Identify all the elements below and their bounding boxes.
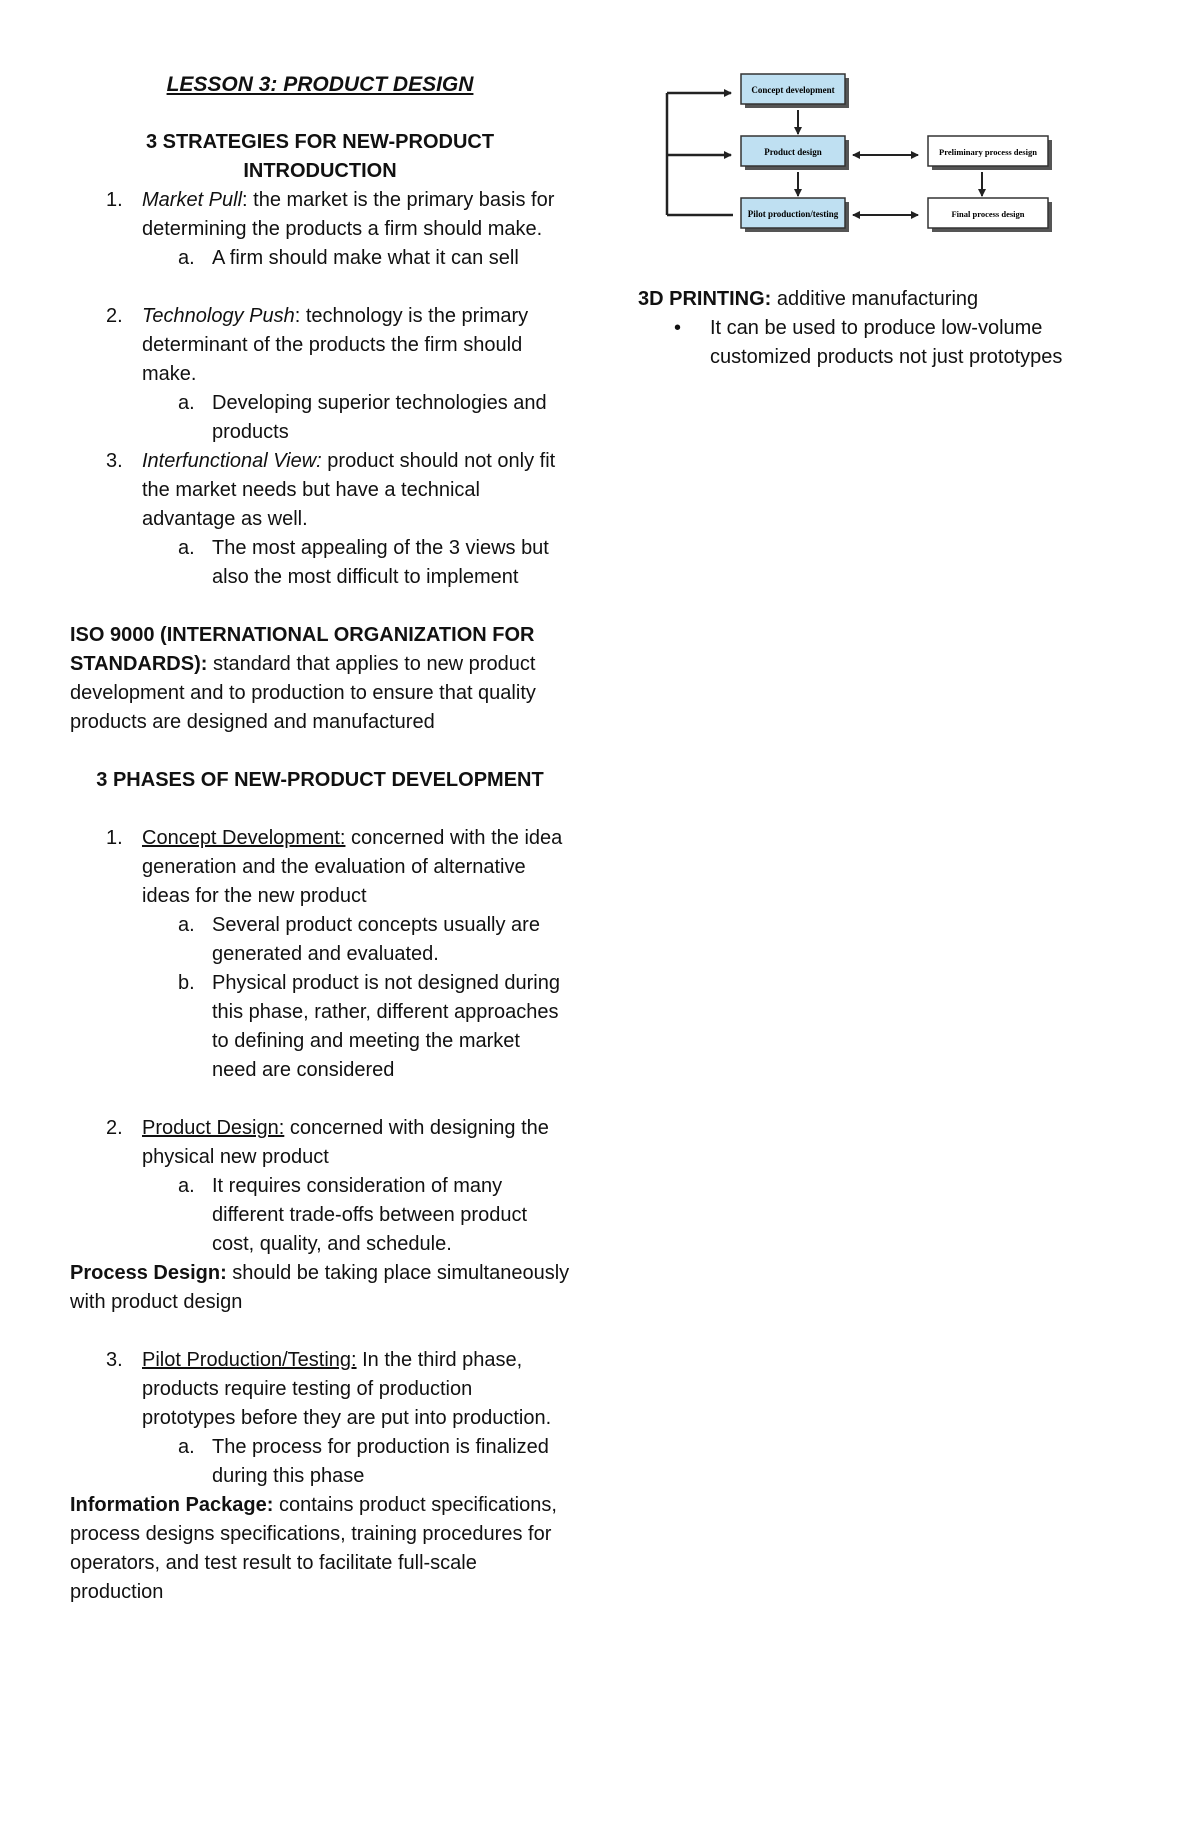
strategy-item-2: [70, 302, 570, 389]
strategy-sub-item: [70, 534, 570, 592]
sub-item-text: The process for production is finalized during this phase: [212, 1436, 549, 1487]
list-letter: a.: [178, 247, 195, 269]
phase-sub-item: [70, 969, 570, 1085]
product-development-flow-diagram: [663, 72, 1103, 247]
info-package-text: contains product specifications, process designs specifications, training procedures for operators, and test result to facilitate full-scale production: [70, 1494, 557, 1603]
list-letter: b.: [178, 972, 195, 994]
box-label: Pilot production/testing: [747, 209, 839, 219]
sub-item-text: Several product concepts usually are generated and evaluated.: [212, 914, 540, 965]
feedback-loop-connector: [667, 93, 733, 215]
right-column: [638, 285, 1138, 372]
phase-item-2: [70, 1114, 570, 1172]
box-label: Product design: [764, 147, 822, 157]
printing-term: 3D PRINTING:: [638, 288, 772, 310]
list-number: 1.: [106, 189, 123, 211]
phase-term: Pilot Production/Testing:: [142, 1349, 357, 1371]
list-number: 2.: [106, 305, 123, 327]
strategy-term: Technology Push: [142, 305, 295, 327]
strategy-term: Interfunctional View:: [142, 450, 322, 472]
box-label: Concept development: [751, 85, 835, 95]
box-final-process-design: [928, 198, 1052, 232]
info-package-term: Information Package:: [70, 1494, 274, 1516]
box-pilot-production: [741, 198, 849, 232]
phase-text: In the third phase, products require testing of production prototypes before they are put into production.: [142, 1349, 552, 1429]
process-design-term: Process Design:: [70, 1262, 227, 1284]
list-number: 3.: [106, 1349, 123, 1371]
list-number: 1.: [106, 827, 123, 849]
box-label: Final process design: [951, 209, 1025, 219]
printing-text: additive manufacturing: [771, 288, 979, 310]
strategy-colon: :: [242, 189, 248, 211]
strategy-colon: :: [294, 305, 301, 327]
sub-item-text: The most appealing of the 3 views but also the most difficult to implement: [212, 537, 549, 588]
strategy-sub-item: [70, 244, 570, 273]
info-package-paragraph: [70, 1491, 570, 1607]
list-letter: a.: [178, 1436, 195, 1458]
phase-text: concerned with designing the physical new product: [142, 1117, 549, 1168]
list-letter: a.: [178, 537, 195, 559]
strategy-text: technology is the primary determinant of the products the firm should make.: [142, 305, 529, 385]
iso-text: standard that applies to new product development and to production to ensure that quality products are designed and manufactured: [70, 653, 536, 733]
strategy-text: product should not only fit the market needs but have a technical advantage as well.: [142, 450, 556, 530]
phase-sub-item: [70, 911, 570, 969]
iso-term: ISO 9000 (INTERNATIONAL ORGANIZATION FOR STANDARDS):: [70, 624, 535, 675]
phase-sub-item: [70, 1172, 570, 1259]
process-design-paragraph: [70, 1259, 570, 1317]
list-letter: a.: [178, 914, 195, 936]
strategy-item-3: [70, 447, 570, 534]
phase-text: concerned with the idea generation and the evaluation of alternative ideas for the new product: [142, 827, 563, 907]
sub-item-text: A firm should make what it can sell: [212, 247, 519, 269]
phase-term: Concept Development:: [142, 827, 346, 849]
phases-heading: 3 PHASES OF NEW-PRODUCT DEVELOPMENT: [96, 769, 544, 791]
strategy-item-1: [70, 186, 570, 244]
strategies-heading-line1: 3 STRATEGIES FOR NEW-PRODUCT: [145, 131, 495, 153]
bullet-dot: •: [674, 317, 682, 339]
sub-item-text: Developing superior technologies and products: [212, 392, 547, 443]
left-column: [70, 70, 570, 1607]
box-preliminary-process-design: [928, 136, 1052, 170]
list-number: 3.: [106, 450, 123, 472]
box-label: Preliminary process design: [939, 147, 1037, 157]
iso-paragraph: [70, 621, 570, 737]
sub-item-text: It requires consideration of many different trade-offs between product cost, quality, and schedule.: [212, 1175, 528, 1255]
list-number: 2.: [106, 1117, 123, 1139]
list-letter: a.: [178, 392, 195, 414]
strategy-sub-item: [70, 389, 570, 447]
phase-term: Product Design:: [142, 1117, 285, 1139]
bullet-text: It can be used to produce low-volume customized products not just prototypes: [710, 317, 1063, 368]
lesson-title: LESSON 3: PRODUCT DESIGN: [166, 73, 474, 96]
sub-item-text: Physical product is not designed during this phase, rather, different approaches to defining and meeting the market need are considered: [212, 972, 560, 1081]
strategies-heading-line2: INTRODUCTION: [243, 160, 397, 182]
list-letter: a.: [178, 1175, 195, 1197]
phase-item-3: [70, 1346, 570, 1433]
printing-paragraph: [638, 285, 1138, 314]
strategy-term: Market Pull: [142, 189, 243, 211]
strategy-text: the market is the primary basis for determining the products a firm should make.: [142, 189, 555, 240]
process-design-text: should be taking place simultaneously with product design: [70, 1262, 570, 1313]
phase-sub-item: [70, 1433, 570, 1491]
box-product-design: [741, 136, 849, 170]
phase-item-1: [70, 824, 570, 911]
printing-bullet-item: [638, 314, 1138, 372]
box-concept-development: [741, 74, 849, 108]
